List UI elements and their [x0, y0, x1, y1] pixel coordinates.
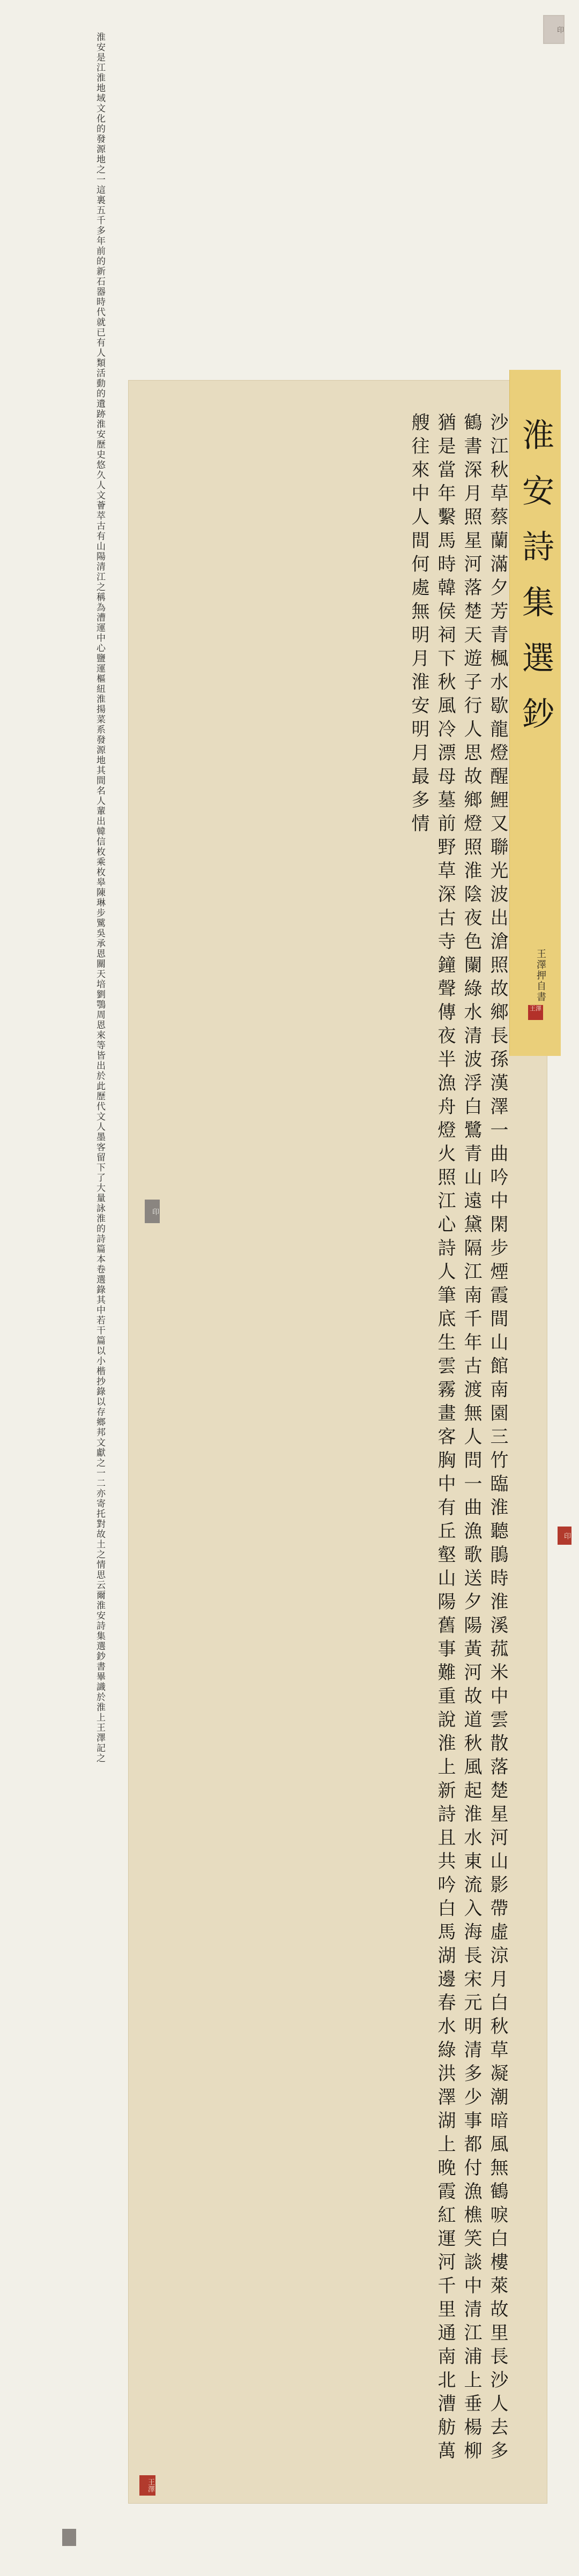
side-seal: 印: [146, 1201, 159, 1222]
title-seal: 王澤: [528, 1005, 543, 1020]
top-seal: 印: [544, 16, 563, 43]
colophon-text: 淮安是江淮地域文化的發源地之一這裏五千多年前的新石器時代就已有人類活動的遺跡淮安歷史悠久人文薈萃古有山陽清江之稱為漕運中心鹽運樞紐淮揚菜系發源地其間名人輩出韓信枚乘枚皋陳琳步騭吳承恩關天培劉鶚周恩來等皆出於此歷代文人墨客留下了大量詠淮的詩篇本卷選錄其中若干篇以小楷抄錄以存鄉邦文獻之一二亦寄托對故土之情思云爾淮安詩集選鈔書畢識於淮上王澤記之: [94, 32, 105, 1763]
bottom-seal: 王澤: [140, 2476, 154, 2495]
poem-body: 沙江秋草蔡蘭滿夕芳青楓水歇龍燈醒鯉又聯光波出滄照故鄉長孫漢澤一曲吟中閑步煙霞間山館南園三竹臨淮聽鵑時淮溪菰米中雲散落楚星河山影帶虛涼月白秋草凝潮暗風無鶴唳白樓萊故里長沙人去多鶴書深月照星河落楚天遊子行人思故鄉燈照淮陰夜色闌綠水清波浮白鷺青山遠黛隔江南千年古渡無人問一曲漁歌送夕陽黃河故道秋風起淮水東流入海長宋元明清多少事都付漁樵笑談中清江浦上垂楊柳猶是當年繫馬時韓侯祠下秋風冷漂母墓前野草深古寺鐘聲傳夜半漁舟燈火照江心詩人筆底生雲霧畫客胸中有丘壑山陽舊事難重說淮上新詩且共吟白馬湖邊春水綠洪澤湖上晚霞紅運河千里通南北漕舫萬艘往來中人間何處無明月淮安明月最多情: [408, 413, 508, 2465]
colophon-seal: [63, 2530, 75, 2545]
title-signature: 王澤押自書: [535, 949, 546, 1002]
poem-title: 淮安詩集選鈔: [517, 418, 554, 753]
mid-right-seal: 印: [559, 1528, 570, 1544]
title-strip: [509, 370, 561, 1056]
